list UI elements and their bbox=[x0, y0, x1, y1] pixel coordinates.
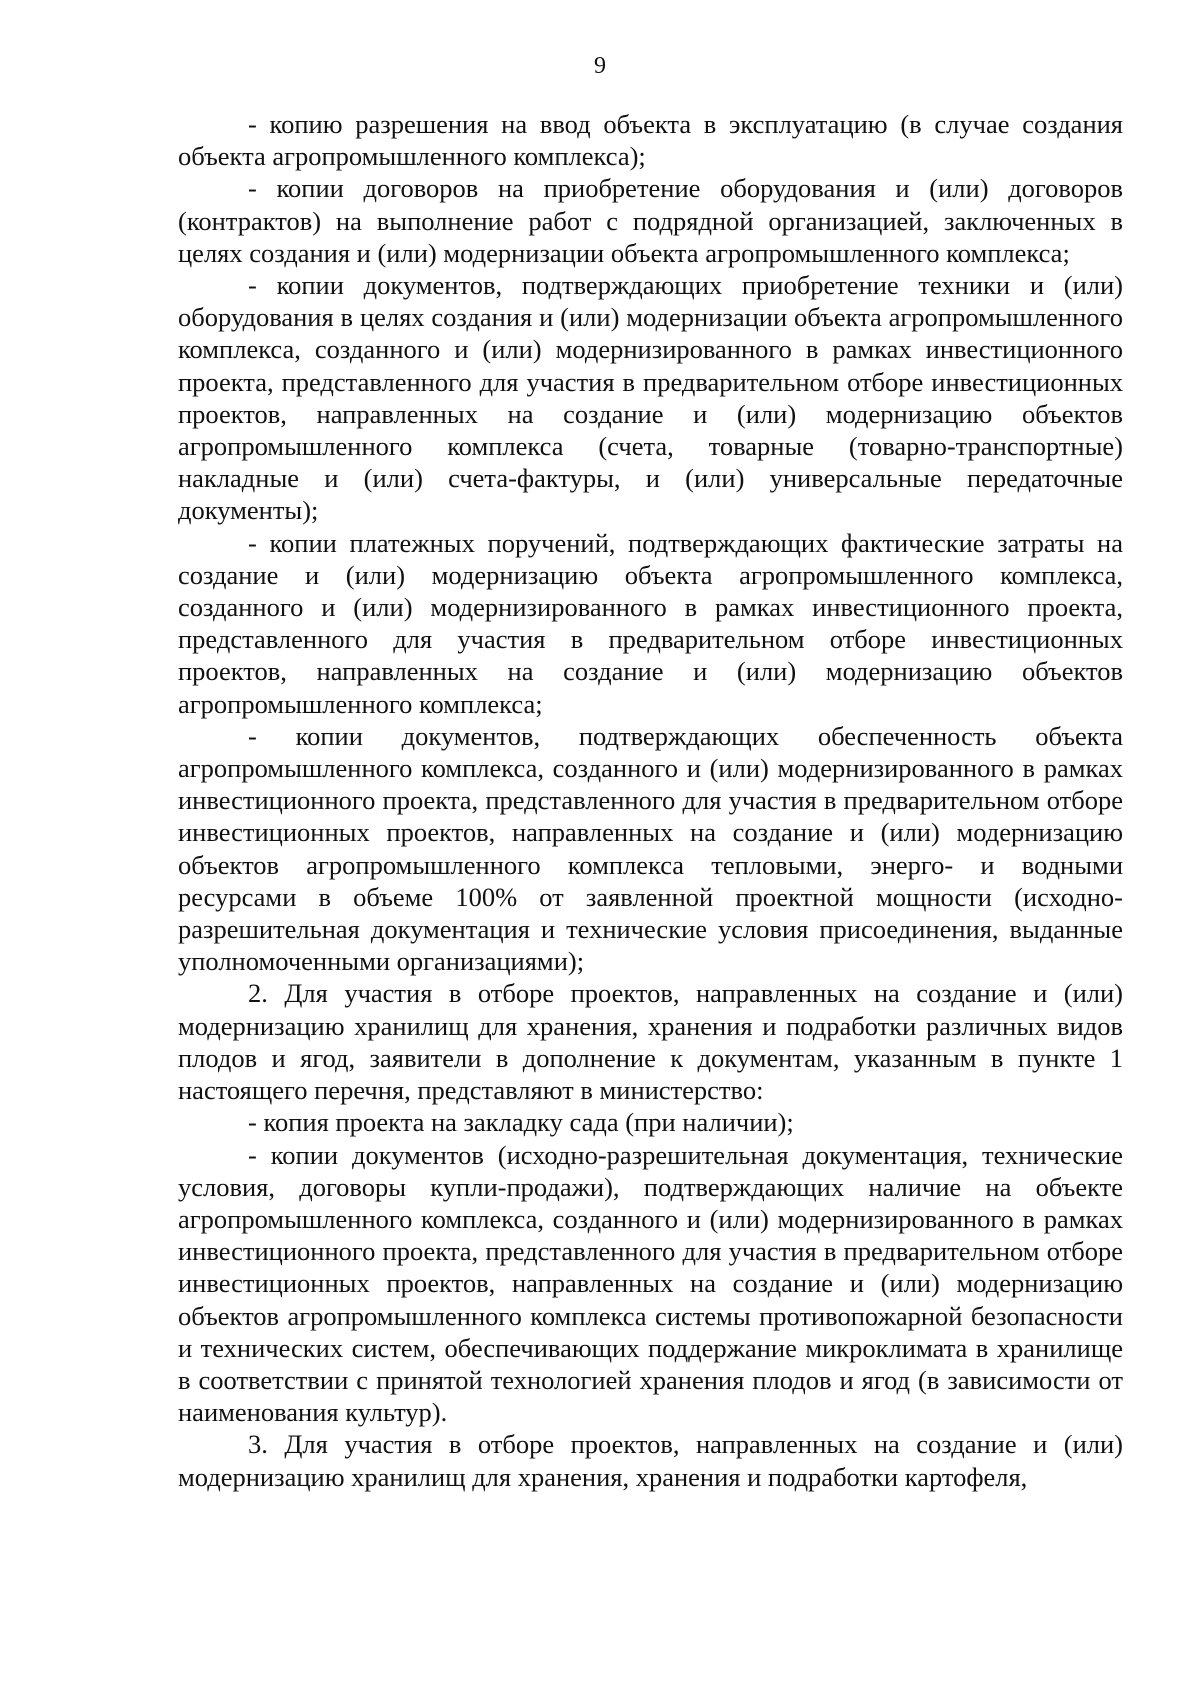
paragraph-payment-orders: - копии платежных поручений, подтверждающих фактические затраты на создание и (или) модернизацию объекта агропромышленного комплекса, созданного и (или) модернизированного в рамках инвестиционного проекта, представленного для участия в предварительном отборе инвестиционных проектов, направленных на создание и (или) модернизацию объектов агропромышленного комплекса; bbox=[178, 527, 1123, 719]
paragraph-acquisition-documents: - копии документов, подтверждающих приобретение техники и (или) оборудования в целях создания и (или) модернизации объекта агропромышленного комплекса, созданного и (или) модернизированного в рамках инвестиционного проекта, представленного для участия в предварительном отборе инвестиционных проектов, направленных на создание и (или) модернизацию объектов агропромышленного комплекса (счета, товарные (товарно-транспортные) накладные и (или) счета-фактуры, и (или) универсальные передаточные документы); bbox=[178, 270, 1123, 526]
paragraph-resource-provision: - копии документов, подтверждающих обеспеченность объекта агропромышленного комплекса, созданного и (или) модернизированного в рамках инвестиционного проекта, представленного для участия в предварительном отборе инвестиционных проектов, направленных на создание и (или) модернизацию объектов агропромышленного комплекса тепловыми, энерго- и водными ресурсами в объеме 100% от заявленной проектной мощности (исходно-разрешительная документация и технические условия присоединения, выданные уполномоченными организациями); bbox=[178, 720, 1123, 977]
document-body bbox=[178, 108, 1123, 1493]
paragraph-item-3: 3. Для участия в отборе проектов, направленных на создание и (или) модернизацию хранилищ для хранения, хранения и подработки картофеля, bbox=[178, 1429, 1123, 1492]
paragraph-permit-copy: - копию разрешения на ввод объекта в эксплуатацию (в случае создания объекта агропромышленного комплекса); bbox=[178, 109, 1123, 172]
paragraph-item-2: 2. Для участия в отборе проектов, направленных на создание и (или) модернизацию хранилищ для хранения, хранения и подработки различных видов плодов и ягод, заявители в дополнение к документам, указанным в пункте 1 настоящего перечня, представляют в министерство: bbox=[178, 978, 1123, 1106]
paragraph-fire-safety-systems: - копии документов (исходно-разрешительная документация, технические условия, договоры купли-продажи), подтверждающих наличие на объекте агропромышленного комплекса, созданного и (или) модернизированного в рамках инвестиционного проекта, представленного для участия в предварительном отборе инвестиционных проектов, направленных на создание и (или) модернизацию объектов агропромышленного комплекса системы противопожарной безопасности и технических систем, обеспечивающих поддержание микроклимата в хранилище в соответствии с принятой технологией хранения плодов и ягод (в зависимости от наименования культур). bbox=[178, 1139, 1123, 1428]
page-number: 9 bbox=[594, 53, 606, 79]
paragraph-orchard-project: - копия проекта на закладку сада (при наличии); bbox=[248, 1107, 794, 1138]
paragraph-equipment-contracts: - копии договоров на приобретение оборудования и (или) договоров (контрактов) на выполнение работ с подрядной организацией, заключенных в целях создания и (или) модернизации объекта агропромышленного комплекса; bbox=[178, 173, 1123, 268]
